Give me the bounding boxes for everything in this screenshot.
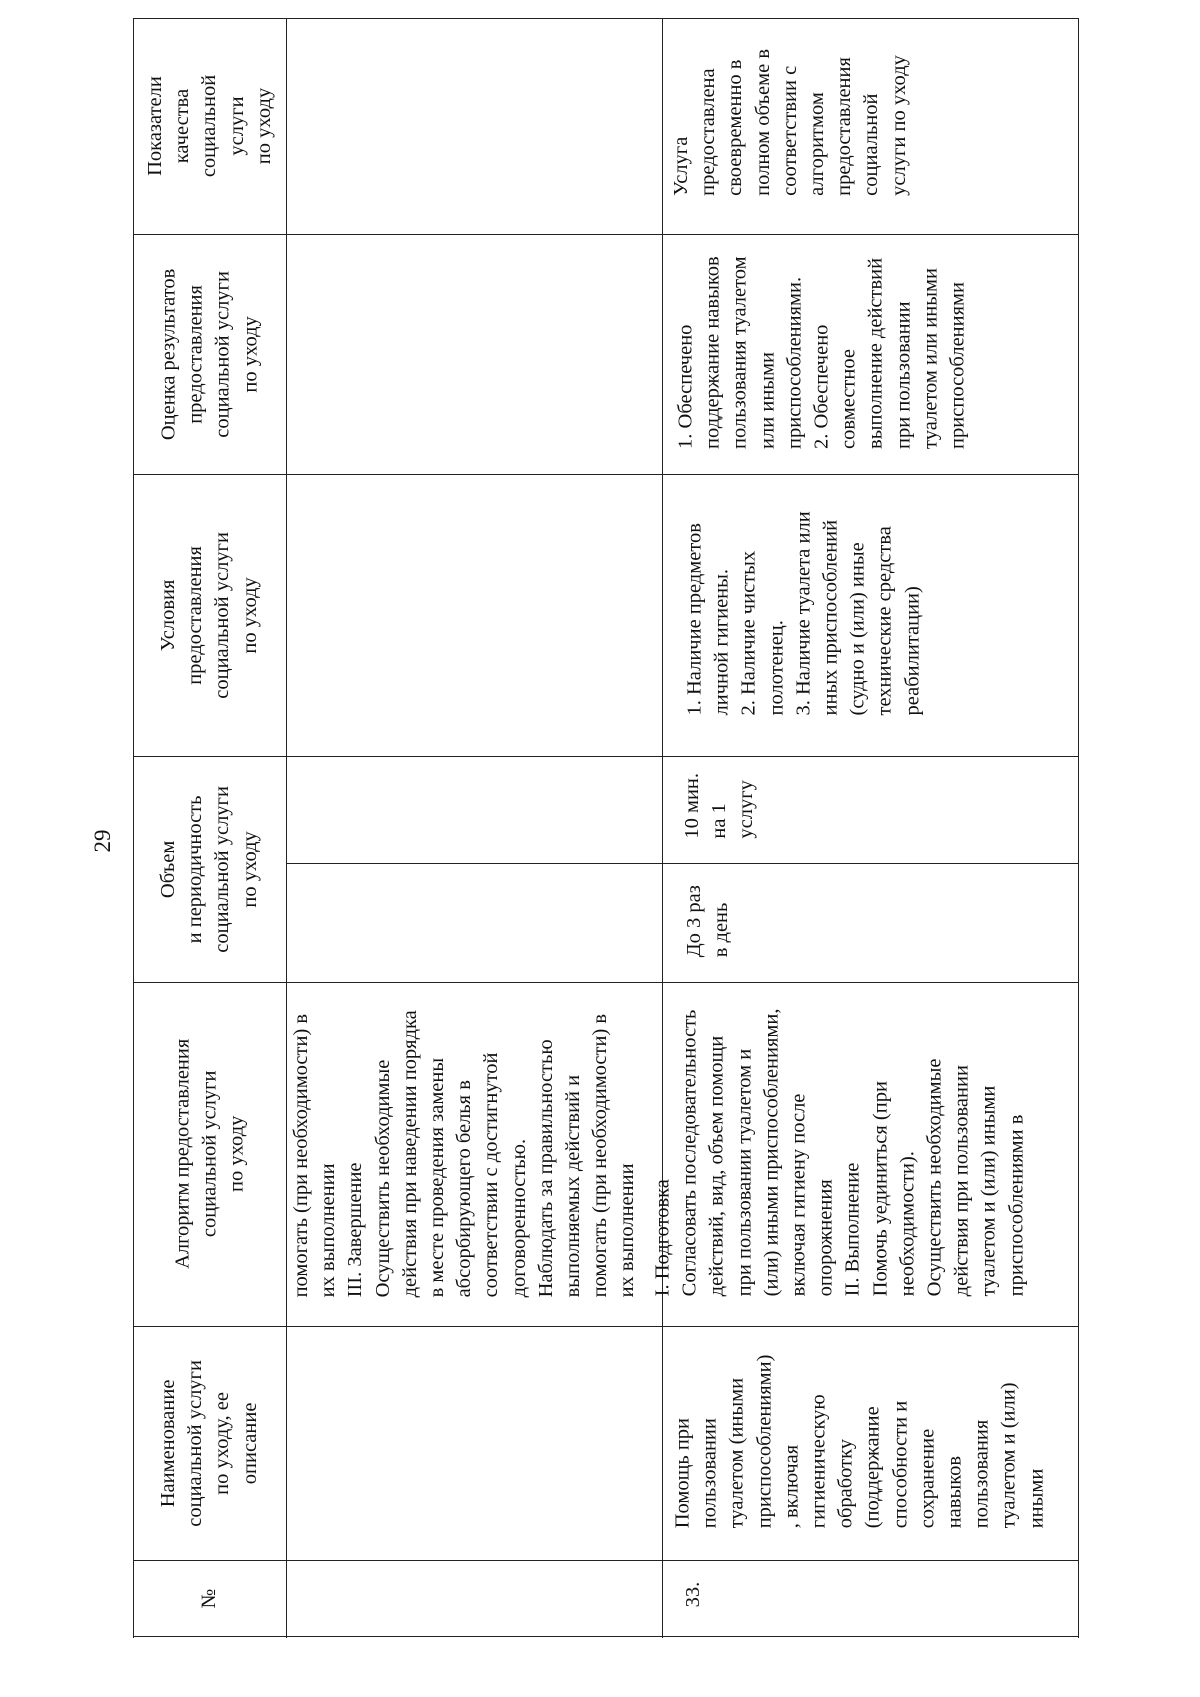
header-quality: Показатели качества социальной услуги по уходу <box>143 74 275 178</box>
header-conditions: Условия предоставления социальной услуги по уходу <box>156 531 261 699</box>
table-row-2-frequency: До 3 раз в день <box>682 884 733 957</box>
table-row-2-algorithm: I. Подготовка Согласовать последовательность действий, вид, объем помощи при пользовании туалетом и (или) иными приспособлениями, включая гигиену после опорожнения II. Выполнение Помочь уединиться (при необходимости). Осуществить необходимые действия при пользовании туалетом и (или) иными приспособлениями в <box>651 1008 1028 1296</box>
services-table <box>133 18 1079 1638</box>
table-row-2-conditions: 1. Наличие предметов личной гигиены. 2. Наличие чистых полотенец. 3. Наличие туалета или иных приспособлений (судно и (или) иные технические средства реабилитации) <box>683 510 924 715</box>
header-volume: Объем и периодичность социальной услуги по уходу <box>156 785 261 953</box>
table-row-1-algorithm: помогать (при необходимости) в их выполнении III. Завершение Осуществить необходимые действия при наведении порядка в месте проведения замены абсорбирующего белья в соответствии с достигнутой договоренностью. Наблюдать за правильностью выполняемых действий и помогать (при необходимости) в их выполнении <box>289 1010 638 1298</box>
header-name: Наименование социальной услуги по уходу, ее описание <box>156 1359 261 1527</box>
table-row-2-num: 33. <box>682 1581 705 1607</box>
table-row-2-evaluation: 1. Обеспечено поддержание навыков пользования туалетом или иными приспособлениями. 2. Обеспечено совместное выполнение действий при пользовании туалетом или иными приспособлениями <box>674 255 969 449</box>
table-row-2-quality: Услуга предоставлена своевременно в полном объеме в соответствии с алгоритмом предоставления социальной услуги по уходу <box>669 48 910 196</box>
table-row-2-name: Помощь при пользовании туалетом (иными приспособлениями) , включая гигиеническую обработку (поддержание способности и сохранение навыков пользования туалетом и (или) иными <box>671 1354 1048 1528</box>
table-border-right <box>1078 18 1079 1638</box>
rule-header-row <box>286 18 287 1638</box>
header-algorithm: Алгоритм предоставления социальной услуги по уходу <box>170 1038 248 1269</box>
header-num: № <box>197 1588 220 1608</box>
page-number: 29 <box>90 829 115 853</box>
table-row-2-duration: 10 мин. на 1 услугу <box>681 772 758 839</box>
table-border-bottom <box>133 1636 1079 1637</box>
header-evaluation: Оценка результатов предоставления социальной услуги по уходу <box>156 268 261 440</box>
